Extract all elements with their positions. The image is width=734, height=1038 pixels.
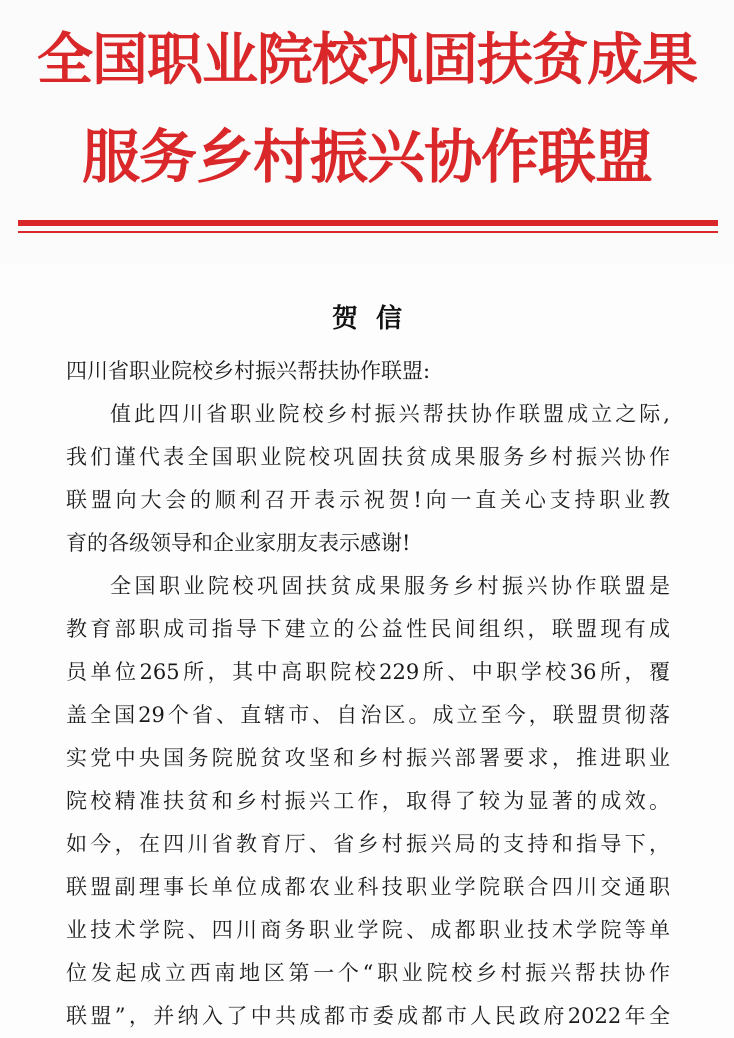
body-line: 教育部职成司指导下建立的公益性民间组织，联盟现有成 xyxy=(66,617,670,641)
body-line: 盖全国29个省、直辖市、自治区。成立至今，联盟贯彻落 xyxy=(66,703,670,727)
body-line: 如今，在四川省教育厅、省乡村振兴局的支持和指导下， xyxy=(66,832,670,856)
body-line: 实党中央国务院脱贫攻坚和乡村振兴部署要求，推进职业 xyxy=(66,746,670,770)
body-line: 联盟”，并纳入了中共成都市委成都市人民政府2022年全 xyxy=(66,1004,670,1028)
body-line: 业技术学院、四川商务职业学院、成都职业技术学院等单 xyxy=(66,918,670,942)
body-line: 联盟向大会的顺利召开表示祝贺!向一直关心支持职业教 xyxy=(66,488,670,512)
body-line: 育的各级领导和企业家朋友表示感谢! xyxy=(66,531,411,555)
body-line: 值此四川省职业院校乡村振兴帮扶协作联盟成立之际, xyxy=(110,402,670,426)
letterhead-divider-thick xyxy=(18,220,718,226)
body-line: 我们谨代表全国职业院校巩固扶贫成果服务乡村振兴协作 xyxy=(66,445,670,469)
body-line: 全国职业院校巩固扶贫成果服务乡村振兴协作联盟是 xyxy=(110,574,670,598)
letterhead xyxy=(0,0,734,265)
organization-name-line1: 全国职业院校巩固扶贫成果 xyxy=(37,28,697,93)
salutation: 四川省职业院校乡村振兴帮扶协作联盟: xyxy=(66,359,431,383)
body-line: 联盟副理事长单位成都农业科技职业学院联合四川交通职 xyxy=(66,875,670,899)
letter-body xyxy=(66,350,670,1038)
organization-name-line2: 服务乡村振兴协作联盟 xyxy=(81,123,652,191)
letter-title: 贺 信 xyxy=(331,304,403,334)
letterhead-divider-thin xyxy=(18,231,718,233)
body-line: 位发起成立西南地区第一个“职业院校乡村振兴帮扶协作 xyxy=(66,961,670,985)
body-line: 院校精准扶贫和乡村振兴工作，取得了较为显著的成效。 xyxy=(66,789,670,813)
body-line: 员单位265所，其中高职院校229所、中职学校36所，覆 xyxy=(66,660,670,684)
